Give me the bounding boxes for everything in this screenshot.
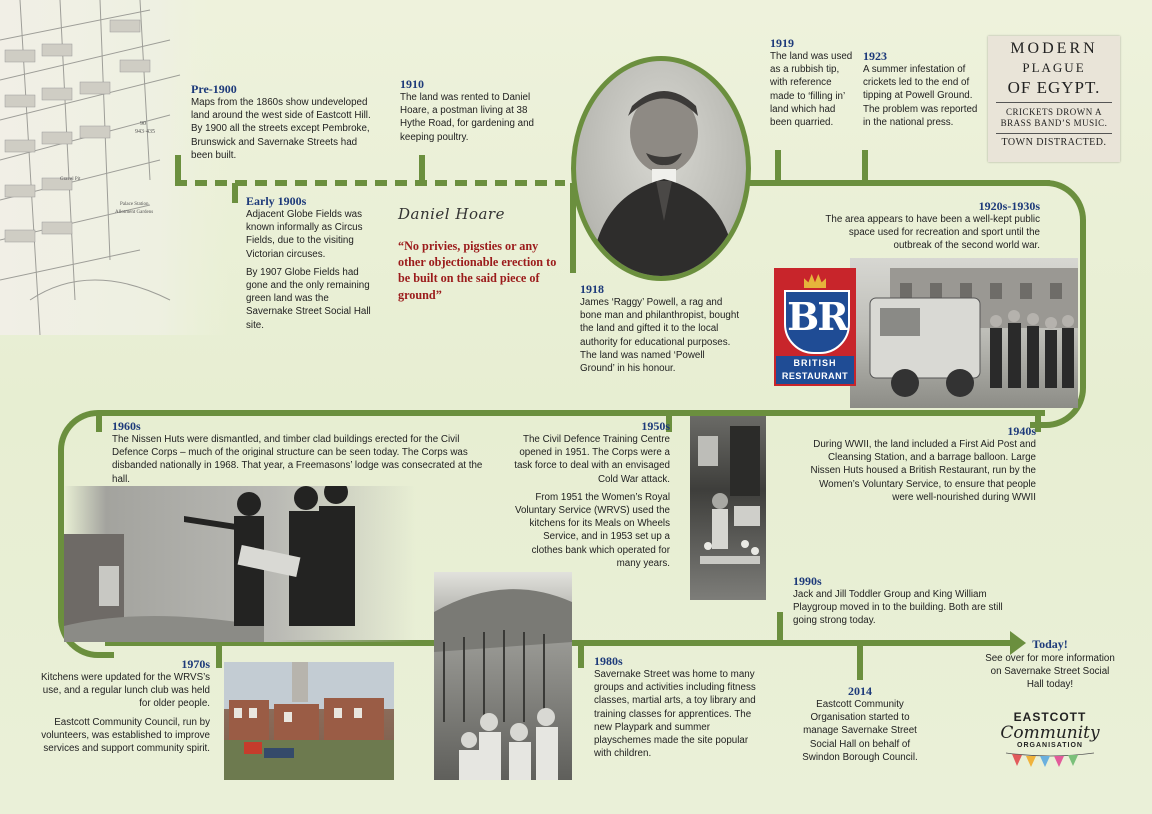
tick-1990s	[777, 612, 783, 642]
year-1990s: 1990s	[793, 574, 822, 588]
text-1920s-1930s: The area appears to have been a well-kept public space used for recreation and sport until the outbreak of the second world war.	[825, 214, 1040, 252]
tick-1923	[862, 150, 868, 182]
civil-defence-photo	[64, 486, 416, 642]
tick-1970s	[216, 644, 222, 668]
british-restaurant-logo	[774, 268, 856, 386]
newspaper-line1: MODERN	[1010, 40, 1098, 57]
tick-1919	[775, 150, 781, 182]
year-1940s: 1940s	[1007, 424, 1036, 438]
james-powell-portrait	[571, 56, 751, 281]
newspaper-line3: OF EGYPT.	[1007, 78, 1101, 97]
street-1970s-photo	[224, 662, 394, 780]
eco-logo-line2: Community	[1000, 723, 1100, 743]
text-early1900s-p2: By 1907 Globe Fields had gone and the only remaining green land was the Savernake Street Social Hall site.	[246, 266, 371, 331]
bunting-icon	[1000, 751, 1100, 769]
newspaper-clipping	[988, 36, 1120, 162]
br-logo-line2: RESTAURANT	[781, 371, 849, 381]
year-1910: 1910	[400, 77, 424, 91]
text-1970s	[40, 671, 210, 760]
text-early1900s	[246, 208, 376, 337]
br-logo-line1: BRITISH	[793, 358, 837, 368]
text-1980s: Savernake Street was home to many groups and activities including fitness classes, martial arts, a toy library and training classes for apprentices. The new Playpark and summer playschemes made the site popular with children.	[594, 669, 756, 760]
text-1923: A summer infestation of crickets led to the end of tipping at Powell Ground. The problem was reported in the national press.	[863, 64, 978, 128]
year-1923: 1923	[863, 49, 887, 63]
text-early1900s-p1: Adjacent Globe Fields was known informally as Circus Fields, due to the visiting Victorian circuses.	[246, 209, 363, 260]
timeline-middle	[105, 410, 1045, 416]
newspaper-line5: TOWN DISTRACTED.	[1001, 137, 1107, 148]
newspaper-line4: CRICKETS DROWN A BRASS BAND’S MUSIC.	[1000, 107, 1108, 128]
text-1950s	[510, 433, 670, 575]
tick-1960s	[96, 414, 102, 432]
br-logo-letters: BR	[787, 294, 847, 339]
crown-icon	[804, 274, 826, 288]
year-1950s: 1950s	[641, 419, 670, 433]
tick-1980s	[578, 644, 584, 668]
year-1920s-1930s: 1920s-1930s	[978, 199, 1040, 213]
newspaper-line2: PLAGUE	[1022, 60, 1086, 75]
text-1990s: Jack and Jill Toddler Group and King William Playgroup moved in to the building. Both are still going strong today.	[793, 589, 1003, 627]
year-1918: 1918	[580, 282, 604, 296]
year-2014: 2014	[848, 684, 872, 698]
map-label-area: 943·435	[135, 129, 155, 135]
text-1919: The land was used as a rubbish tip, with reference made to ‘filling in’ land which had been quarried.	[770, 51, 853, 129]
map-label-90: 90	[140, 121, 146, 127]
year-1980s: 1980s	[594, 654, 623, 668]
year-1970s: 1970s	[181, 657, 210, 671]
tick-2014	[857, 644, 863, 680]
text-1960s: The Nissen Huts were dismantled, and timber clad buildings erected for the Civil Defence Corps – much of the original structure can be seen today. The Corps was disbanded nationally in 1968. That year, a Freemasons’ lodge was consecrated at the hall.	[112, 434, 483, 485]
year-today: Today!	[1032, 637, 1068, 651]
text-2014: Eastcott Community Organisation started to manage Savernake Street Social Hall on behalf of Swindon Borough Council.	[802, 699, 918, 763]
text-1950s-p1: The Civil Defence Training Centre opened in 1951. The Corps were a task force to deal with an envisaged Cold War attack.	[514, 434, 670, 485]
map-label-station: Palace Station	[120, 202, 149, 207]
map-label-gravel: Gravel Pit	[60, 177, 81, 182]
year-early1900s: Early 1900s	[246, 194, 307, 208]
daniel-hoare-signature: Daniel Hoare	[398, 205, 505, 223]
text-1950s-p2: From 1951 the Women’s Royal Voluntary Service (WRVS) used the kitchens for its Meals on Wheels Service, and in 1953 set up a clothes bank which operated for many years.	[514, 491, 670, 569]
text-1910: The land was rented to Daniel Hoare, a postman living at 38 Hythe Road, for gardening and keeping poultry.	[400, 92, 534, 143]
british-restaurant-photo	[850, 258, 1078, 408]
wrvs-kitchen-photo	[690, 416, 766, 600]
text-1940s: During WWII, the land included a First Aid Post and Cleansing Station, and a barrage balloon. Large Nissen Huts housed a British Restaurant, run by the Women’s Voluntary Service, to ensure that people were well-nourished during WWII	[810, 439, 1036, 503]
map-label-allotment: Allotment Gardens	[115, 210, 154, 215]
year-1919: 1919	[770, 36, 794, 50]
text-1918: James ‘Raggy’ Powell, a rag and bone man and philanthropist, bought the land and gifted it to the local authority for educational purposes. The land was named ‘Powell Ground’ in his honour.	[580, 297, 740, 375]
year-1960s: 1960s	[112, 419, 141, 433]
year-pre1900: Pre-1900	[191, 82, 237, 96]
text-today: See over for more information on Savernake Street Social Hall today!	[985, 653, 1115, 691]
tick-pre1900	[175, 155, 181, 183]
playpark-1980s-photo	[434, 572, 572, 780]
eco-logo-line1: EASTCOTT	[1013, 710, 1087, 724]
tick-early1900s	[232, 183, 238, 203]
text-1970s-p1: Kitchens were updated for the WRVS’s use, and a regular lunch club was held for older people.	[41, 672, 210, 710]
eastcott-community-logo	[1000, 710, 1100, 782]
tick-1910	[419, 155, 425, 183]
text-pre1900: Maps from the 1860s show undeveloped land around the west side of Eastcott Hill. By 1900 all the streets except Pembroke, Brunswick and Savernake Streets had been built.	[191, 97, 371, 161]
old-map-image	[0, 0, 230, 335]
covenant-quote: “No privies, pigsties or any other objectionable erection to be built on the said piece of ground”	[398, 239, 557, 302]
eco-logo-line3: ORGANISATION	[1017, 742, 1083, 749]
text-1970s-p2: Eastcott Community Council, run by volunteers, was established to improve services and support community spirit.	[41, 716, 210, 755]
